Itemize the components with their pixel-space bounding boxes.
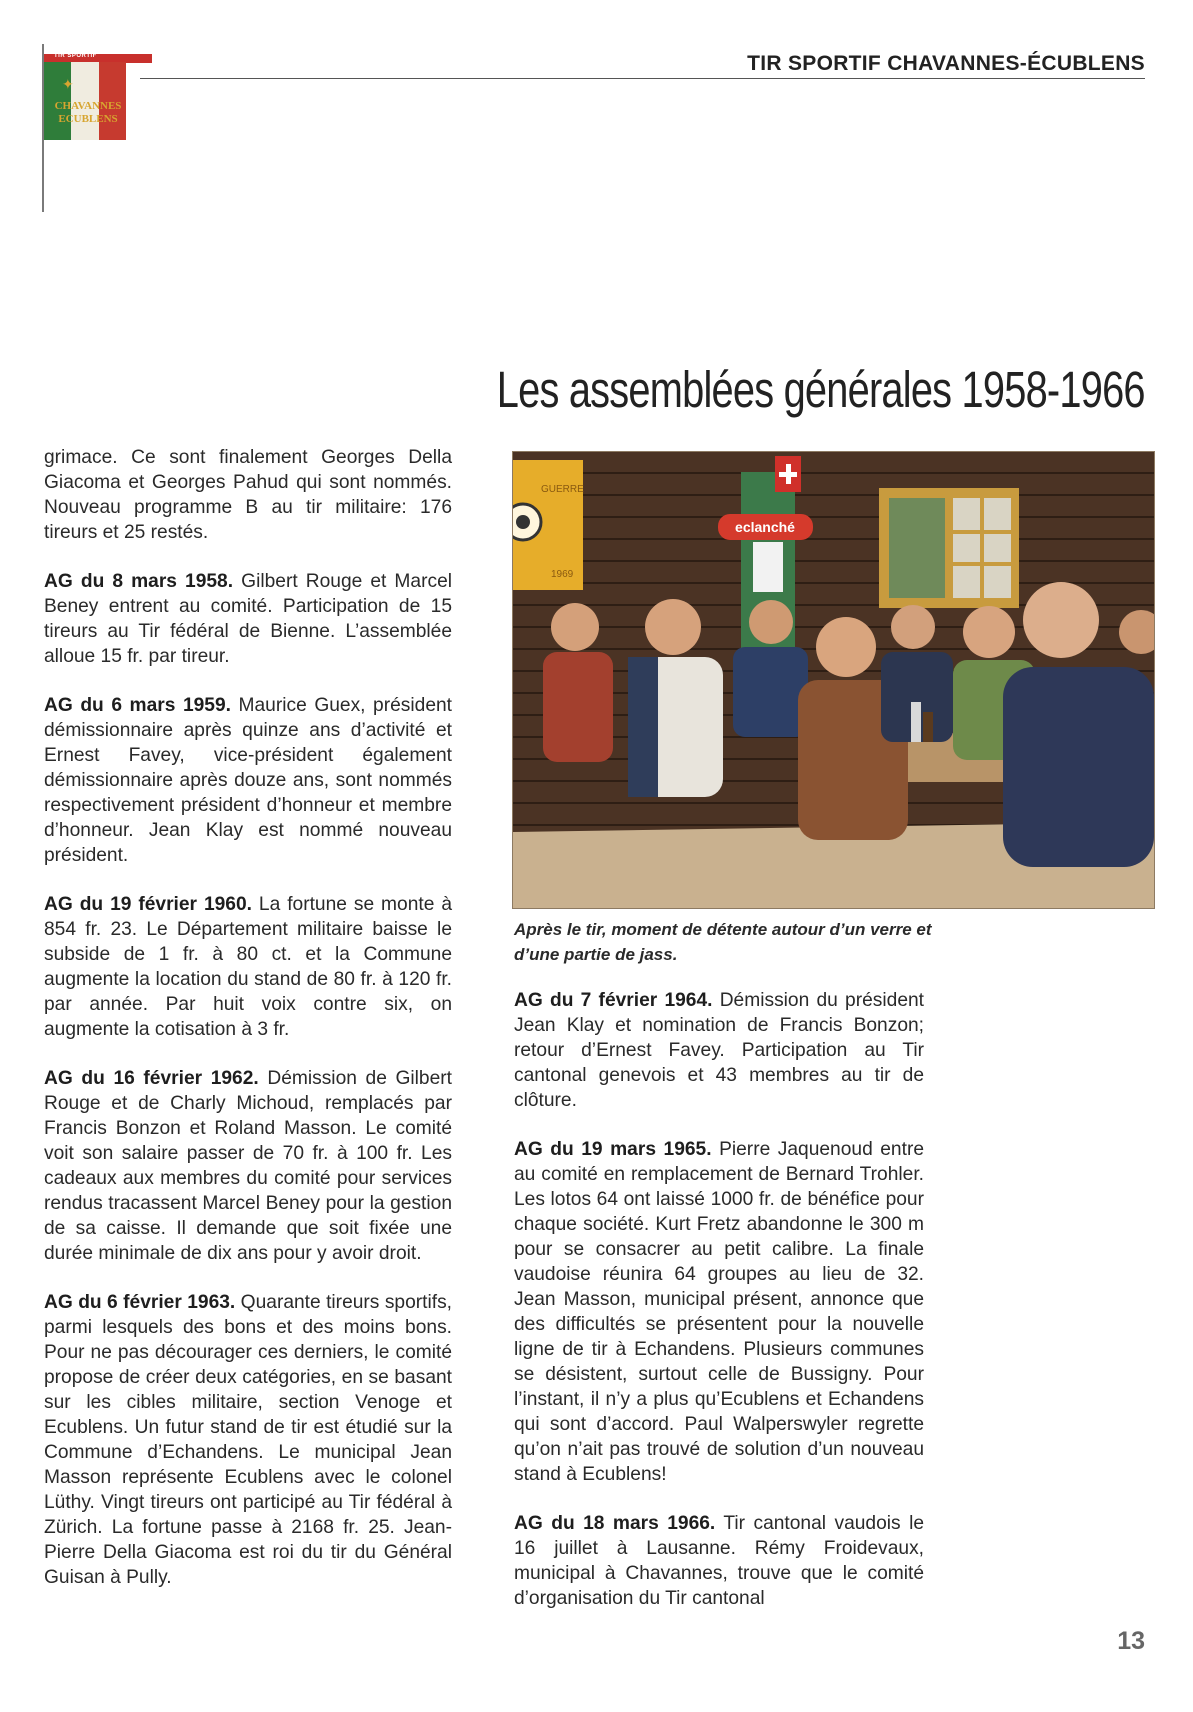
paragraph: AG du 19 février 1960. La fortune se monte à 854 fr. 23. Le Département militaire baisse le subside de 1 fr. à 80 ct. et la Commune augmente la location du stand de 80 fr. à 120 fr. par année. Par huit voix contre six, on augmente la cotisation à 3 fr. xyxy=(44,894,452,1040)
flag-text: CHAVANNES ECUBLENS xyxy=(54,100,122,125)
left-column xyxy=(44,445,452,1614)
paragraph-heading: AG du 18 mars 1966. xyxy=(514,1513,716,1534)
flag-top-text: TIR SPORTIF xyxy=(54,53,97,59)
paragraph-heading: AG du 6 mars 1959. xyxy=(44,695,231,716)
photo-caption: Après le tir, moment de détente autour d’un verre et d’une partie de jass. xyxy=(514,920,932,964)
banner-text: GUERRE xyxy=(541,484,584,495)
article-title: Les assemblées générales 1958-1966 xyxy=(497,361,1145,418)
paragraph-heading: AG du 19 mars 1965. xyxy=(514,1139,712,1160)
photo-shooters-after-contest xyxy=(512,451,1155,909)
header-rule xyxy=(140,78,1145,79)
photo-illustration xyxy=(513,452,1154,908)
page-number: 13 xyxy=(1117,1627,1145,1655)
paragraph: AG du 8 mars 1958. Gilbert Rouge et Marcel Beney entrent au comité. Participation de 15 tireurs au Tir fédéral de Bienne. L’assemblée alloue 15 fr. par tireur. xyxy=(44,571,452,667)
banner-year: 1969 xyxy=(551,569,574,580)
paragraph: AG du 18 mars 1966. Tir cantonal vaudois le 16 juillet à Lausanne. Rémy Froidevaux, municipal à Chavannes, trouve que le comité d’organisation du Tir cantonal xyxy=(514,1513,925,1609)
paragraph: grimace. Ce sont finalement Georges Della Giacoma et Georges Pahud qui sont nommés. Nouveau programme B au tir militaire: 176 tireurs et 25 restés. xyxy=(44,447,452,543)
paragraph: AG du 6 février 1963. Quarante tireurs sportifs, parmi lesquels des bons et des moins bons. Pour ne pas décourager ces derniers, le comité propose de créer deux catégories, en se basant sur les cibles militaire, section Venoge et Ecublens. Un futur stand de tir est étudié sur la Commune d’Echandens. Le municipal Jean Masson représente Ecublens avec le colonel Lüthy. Vingt tireurs ont participé au Tir fédéral à Zürich. La fortune passe à 2168 fr. 25. Jean-Pierre Della Giacoma est roi du tir du Général Guisan à Pully. xyxy=(44,1292,452,1588)
rifle-emblem-icon: ✦ xyxy=(62,76,74,92)
club-flag-logo xyxy=(40,44,160,214)
paragraph-heading: AG du 16 février 1962. xyxy=(44,1068,259,1089)
paragraph: AG du 19 mars 1965. Pierre Jaquenoud entre au comité en remplacement de Bernard Trohler. Les lotos 64 ont laissé 1000 fr. de bénéfice pour chaque société. Kurt Fretz abandonne le 300 m pour se consacrer au petit calibre. La finale vaudoise réunira 64 groupes au lieu de 32. Jean Masson, municipal présent, annonce que des difficultés se présentent pour la nouvelle ligne de tir à Echandens. Plusieurs communes se désistent, surtout celle de Bussigny. Pour l’instant, il n’y a plus qu’Ecublens et Echandens qui sont d’accord. Paul Walperswyler regrette qu’on n’ait pas trouvé de solution d’un nouveau stand à Ecublens! xyxy=(514,1139,924,1485)
paragraph-heading: AG du 6 février 1963. xyxy=(44,1292,236,1313)
paragraph: AG du 6 mars 1959. Maurice Guex, président démissionnaire après quinze ans d’activité et Ernest Favey, vice-président également démissionnaire après douze ans, sont nommés respectivement président d’honneur et membre d’honneur. Jean Klay est nommé nouveau président. xyxy=(44,695,452,866)
paragraph-heading: AG du 19 février 1960. xyxy=(44,894,252,915)
paragraph-heading: AG du 8 mars 1958. xyxy=(44,571,234,592)
paragraph: AG du 16 février 1962. Démission de Gilbert Rouge et de Charly Michoud, remplacés par Francis Bonzon et Roland Masson. Le comité voit son salaire passer de 70 fr. à 100 fr. Les cadeaux aux membres du comité pour services rendus tracassent Marcel Beney pour la gestion de sa caisse. Il demande que soit fixée une durée minimale de dix ans pour y avoir droit. xyxy=(44,1068,452,1264)
header-title: TIR SPORTIF CHAVANNES-ÉCUBLENS xyxy=(747,52,1145,75)
paragraph: AG du 7 février 1964. Démission du président Jean Klay et nomination de Francis Bonzon; retour d’Ernest Favey. Participation au Tir cantonal genevois et 43 membres au tir de clôture. xyxy=(514,990,924,1111)
right-column xyxy=(514,988,924,1635)
paragraph-heading: AG du 7 février 1964. xyxy=(514,990,713,1011)
sign-text: eclanché xyxy=(735,519,795,535)
